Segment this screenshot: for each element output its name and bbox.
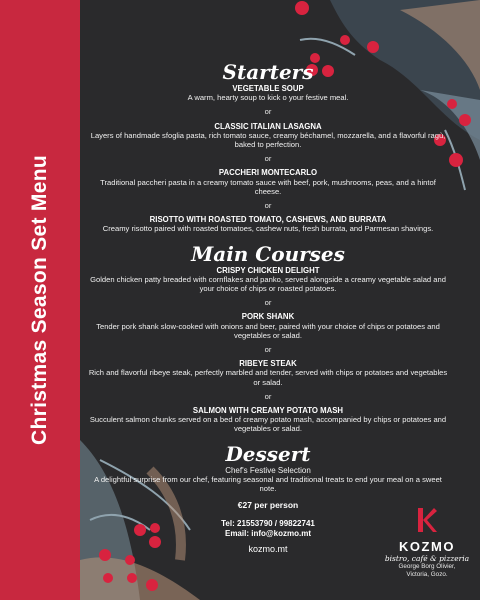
separator: or <box>264 201 272 211</box>
dessert-item <box>88 466 448 494</box>
separator: or <box>264 345 272 355</box>
starter-item <box>88 84 448 102</box>
menu-vertical-title: Christmas Season Set Menu <box>28 155 51 445</box>
email-address: Email: info@kozmo.mt <box>224 528 312 538</box>
dish-name: VEGETABLE SOUP <box>232 84 304 93</box>
separator: or <box>264 154 272 164</box>
restaurant-logo <box>382 506 472 579</box>
main-courses-heading: Main Courses <box>191 241 345 266</box>
dish-name: CRISPY CHICKEN DELIGHT <box>216 265 320 275</box>
dessert-heading: Dessert <box>225 441 311 466</box>
dish-name: SALMON WITH CREAMY POTATO MASH <box>192 406 344 416</box>
address-line-1: George Borg Olivier, <box>398 563 456 570</box>
logo-name: KOZMO <box>399 539 455 554</box>
dish-description: Succulent salmon chunks served on a bed of creamy potato mash, accompanied by chips or potatoes and vegetables or salad. <box>89 415 447 434</box>
dish-name: RISOTTO WITH ROASTED TOMATO, CASHEWS, AND BURRATA <box>149 215 387 225</box>
dish-description: Tender pork shank slow-cooked with onions and beer, paired with your choice of chips or potatoes and vegetables or salad. <box>96 321 440 340</box>
dish-name: Chef's Festive Selection <box>225 465 311 475</box>
starter-item <box>88 122 448 150</box>
logo-tagline: bistro, café & pizzeria <box>384 554 470 563</box>
dish-name: PACCHERI MONTECARLO <box>218 168 318 178</box>
kozmo-logo-icon <box>416 506 438 534</box>
dish-description: Layers of handmade sfoglia pasta, rich tomato sauce, creamy béchamel, mozzarella, and a flavorful ragù, baked to perfection. <box>90 130 446 150</box>
phone-number: Tel: 21553790 / 99822741 <box>221 518 315 528</box>
website-link[interactable]: kozmo.mt <box>248 543 288 554</box>
dish-description: A delightful surprise from our chef, featuring seasonal and traditional treats to end your meal on a sweet note. <box>94 474 442 494</box>
main-item <box>88 359 448 387</box>
price: €27 per person <box>237 500 299 511</box>
menu-content <box>88 60 448 554</box>
dish-name: CLASSIC ITALIAN LASAGNA <box>214 121 322 131</box>
main-item <box>88 266 448 294</box>
main-item <box>88 312 448 340</box>
dish-description: Golden chicken patty breaded with cornflakes and panko, served alongside a creamy vegetable salad and your choice of chips or roasted potatoes. <box>90 274 446 294</box>
dish-name: PORK SHANK <box>241 312 295 322</box>
dish-description: Creamy risotto paired with roasted tomatoes, cashew nuts, fresh burrata, and Parmesan shavings. <box>102 224 434 234</box>
starters-heading: Starters <box>222 60 314 84</box>
separator: or <box>264 107 272 117</box>
address-line-2: Victoria, Gozo. <box>406 571 448 578</box>
dish-description: Traditional paccheri pasta in a creamy tomato sauce with beef, pork, mushrooms, peas, and a hintof cheese. <box>100 177 436 196</box>
starter-item <box>88 168 448 196</box>
main-item <box>88 406 448 434</box>
starter-item <box>88 215 448 233</box>
separator: or <box>264 298 272 308</box>
dish-description: A warm, hearty soup to kick o your festive meal. <box>187 93 349 103</box>
dish-name: RIBEYE STEAK <box>239 359 297 369</box>
separator: or <box>264 391 272 401</box>
dish-description: Rich and flavorful ribeye steak, perfectly marbled and tender, served with chips or potatoes and vegetables or salad. <box>88 368 448 387</box>
